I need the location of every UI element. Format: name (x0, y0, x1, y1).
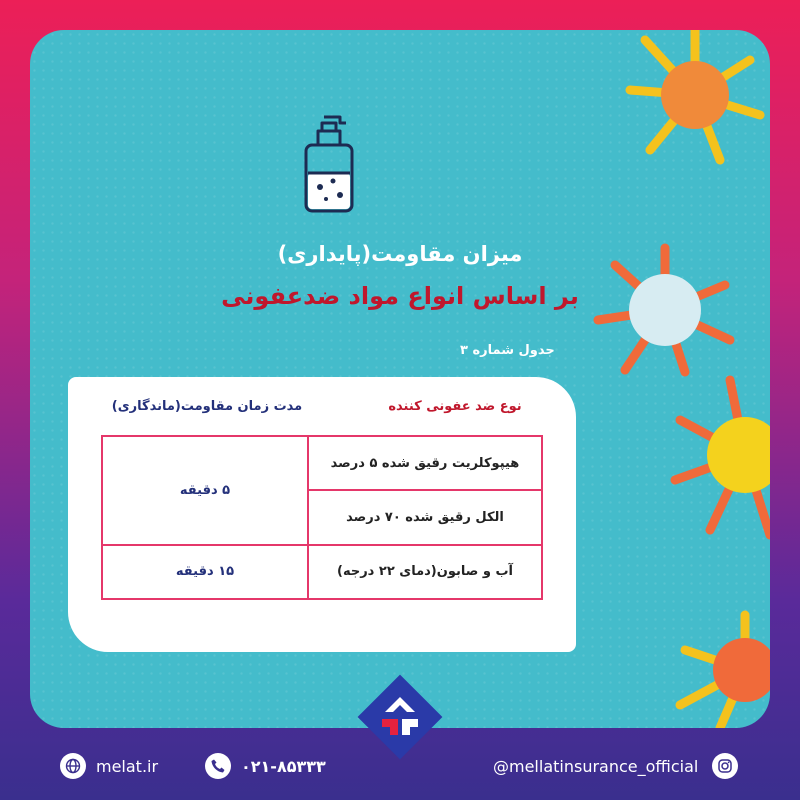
disinfectant-cell: آب و صابون(دمای ۲۲ درجه) (308, 545, 542, 599)
bottle-icon (300, 115, 360, 215)
instagram-text: @mellatinsurance_official (493, 756, 699, 776)
resistance-table (101, 435, 543, 600)
instagram-icon (712, 753, 738, 779)
table-row (102, 436, 542, 490)
disinfectant-cell: الکل رقیق شده ۷۰ درصد (308, 490, 542, 544)
duration-cell: ۱۵ دقیقه (102, 545, 308, 599)
website-link[interactable] (60, 753, 158, 779)
duration-cell: ۵ دقیقه (102, 436, 308, 545)
header-disinfectant-type: نوع ضد عفونی کننده (388, 399, 522, 414)
virus-icon (670, 370, 770, 540)
footer-bar (0, 728, 800, 800)
table-row (102, 545, 542, 599)
title-line-2: بر اساس انواع مواد ضدعفونی (221, 282, 579, 310)
header-resistance-duration: مدت زمان مقاومت(ماندگاری) (111, 399, 303, 414)
content-panel (30, 30, 770, 728)
phone-text: ۰۲۱-۸۵۳۳۳ (241, 756, 326, 776)
instagram-link[interactable] (493, 753, 738, 779)
virus-icon (620, 30, 770, 170)
virus-icon (670, 610, 770, 728)
title-line-1: میزان مقاومت(پایداری) (277, 242, 523, 266)
phone-icon (205, 753, 231, 779)
table-caption: جدول شماره ۳ (460, 343, 555, 358)
phone-link[interactable] (205, 753, 326, 779)
table-card (68, 377, 576, 652)
globe-icon (60, 753, 86, 779)
disinfectant-cell: هیپوکلریت رقیق شده ۵ درصد (308, 436, 542, 490)
website-text: melat.ir (96, 756, 159, 776)
